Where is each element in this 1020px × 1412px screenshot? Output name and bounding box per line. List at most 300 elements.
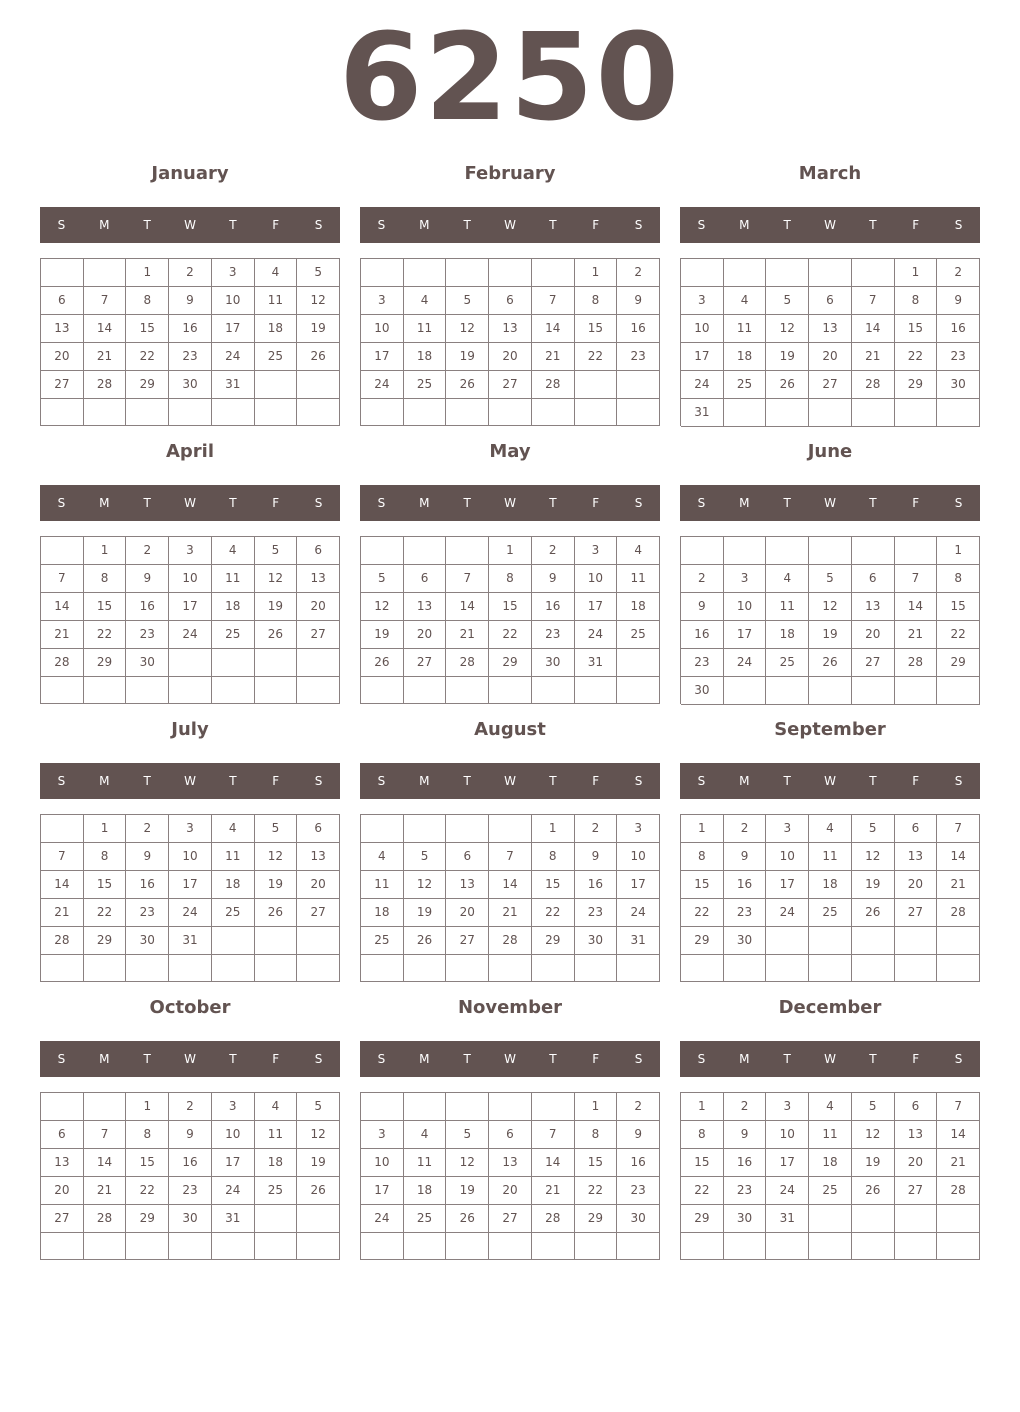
day-cell: 5	[297, 1093, 340, 1121]
day-cell: 4	[404, 1121, 447, 1149]
day-cell	[937, 1233, 980, 1260]
day-cell: 27	[895, 899, 938, 927]
weekday-label: S	[57, 218, 66, 232]
day-cell: 17	[617, 871, 660, 899]
day-cell: 1	[84, 537, 127, 565]
day-cell: 22	[489, 621, 532, 649]
day-cell: 30	[724, 927, 767, 955]
day-cell: 3	[575, 537, 618, 565]
day-cell: 8	[532, 843, 575, 871]
day-cell: 28	[41, 649, 84, 677]
day-cell: 2	[937, 259, 980, 287]
day-cell: 27	[41, 371, 84, 399]
day-cell: 6	[852, 565, 895, 593]
day-cell	[852, 537, 895, 565]
day-cell: 10	[766, 843, 809, 871]
weekday-label: M	[739, 218, 750, 232]
day-cell: 18	[404, 343, 447, 371]
day-cell	[41, 1093, 84, 1121]
day-cell	[297, 371, 340, 399]
day-cell	[446, 1233, 489, 1260]
weekday-label: T	[463, 496, 471, 510]
day-cell: 10	[617, 843, 660, 871]
day-cell	[681, 955, 724, 982]
day-cell: 18	[361, 899, 404, 927]
day-cell: 29	[575, 1205, 618, 1233]
weekday-label: T	[229, 774, 237, 788]
day-cell: 16	[937, 315, 980, 343]
weekday-label: W	[824, 774, 836, 788]
day-cell: 21	[937, 1149, 980, 1177]
weekday-label: T	[463, 1052, 471, 1066]
day-cell: 24	[212, 343, 255, 371]
day-cell: 14	[41, 593, 84, 621]
day-cell: 4	[617, 537, 660, 565]
day-cell	[766, 399, 809, 427]
day-cell	[532, 955, 575, 982]
day-cell	[126, 1233, 169, 1260]
weekday-label: T	[549, 496, 557, 510]
day-cell: 20	[809, 343, 852, 371]
day-cell: 5	[404, 843, 447, 871]
day-cell: 15	[681, 1149, 724, 1177]
day-cell	[852, 399, 895, 427]
weekday-label: S	[634, 774, 643, 788]
day-cell: 19	[361, 621, 404, 649]
day-grid	[360, 1092, 660, 1260]
day-cell: 30	[169, 371, 212, 399]
day-cell: 13	[489, 1149, 532, 1177]
day-cell	[489, 259, 532, 287]
day-cell: 5	[361, 565, 404, 593]
day-cell: 15	[489, 593, 532, 621]
day-cell: 27	[41, 1205, 84, 1233]
weekday-label: T	[869, 774, 877, 788]
day-grid	[680, 536, 980, 704]
day-cell: 13	[404, 593, 447, 621]
day-cell	[255, 649, 298, 677]
day-cell: 18	[255, 315, 298, 343]
weekday-header	[360, 1041, 660, 1077]
day-cell: 21	[446, 621, 489, 649]
day-cell: 23	[724, 899, 767, 927]
day-cell: 2	[724, 1093, 767, 1121]
day-cell: 5	[852, 815, 895, 843]
day-cell: 6	[895, 815, 938, 843]
weekday-label: T	[869, 218, 877, 232]
day-cell: 21	[895, 621, 938, 649]
day-cell: 2	[617, 259, 660, 287]
day-cell: 30	[126, 927, 169, 955]
day-cell: 7	[41, 843, 84, 871]
day-cell	[255, 677, 298, 704]
day-cell	[681, 259, 724, 287]
day-cell	[41, 537, 84, 565]
day-cell: 29	[126, 1205, 169, 1233]
day-cell: 4	[724, 287, 767, 315]
day-cell: 30	[126, 649, 169, 677]
weekday-label: T	[229, 496, 237, 510]
day-cell: 18	[809, 1149, 852, 1177]
day-cell: 12	[255, 843, 298, 871]
day-cell: 26	[404, 927, 447, 955]
day-cell: 18	[766, 621, 809, 649]
day-grid	[680, 258, 980, 426]
day-cell: 9	[169, 287, 212, 315]
day-cell: 26	[297, 1177, 340, 1205]
day-cell: 27	[404, 649, 447, 677]
day-cell: 1	[575, 259, 618, 287]
day-cell: 3	[169, 815, 212, 843]
weekday-label: F	[592, 1052, 600, 1066]
day-cell	[361, 815, 404, 843]
day-cell: 29	[126, 371, 169, 399]
day-cell	[681, 537, 724, 565]
day-cell	[617, 955, 660, 982]
day-cell: 15	[575, 315, 618, 343]
day-cell: 20	[489, 343, 532, 371]
day-cell: 16	[126, 871, 169, 899]
month-name: July	[171, 719, 209, 740]
day-cell: 24	[575, 621, 618, 649]
day-cell	[404, 815, 447, 843]
day-cell	[937, 399, 980, 427]
day-cell	[84, 677, 127, 704]
day-cell: 4	[361, 843, 404, 871]
day-cell: 22	[575, 1177, 618, 1205]
day-cell: 23	[169, 343, 212, 371]
day-cell: 6	[297, 537, 340, 565]
day-cell: 25	[617, 621, 660, 649]
weekday-label: F	[272, 774, 280, 788]
day-cell: 1	[532, 815, 575, 843]
day-cell: 21	[532, 343, 575, 371]
weekday-label: S	[634, 218, 643, 232]
day-cell: 26	[766, 371, 809, 399]
day-cell	[575, 1233, 618, 1260]
day-cell	[852, 955, 895, 982]
day-cell: 20	[489, 1177, 532, 1205]
weekday-label: S	[57, 496, 66, 510]
day-cell	[724, 259, 767, 287]
day-cell	[126, 955, 169, 982]
day-cell	[937, 677, 980, 705]
day-cell: 26	[446, 1205, 489, 1233]
day-cell: 15	[681, 871, 724, 899]
day-cell: 26	[446, 371, 489, 399]
day-cell	[212, 649, 255, 677]
day-cell: 21	[489, 899, 532, 927]
day-cell: 31	[212, 371, 255, 399]
weekday-label: S	[57, 1052, 66, 1066]
day-cell: 30	[617, 1205, 660, 1233]
day-cell: 13	[297, 843, 340, 871]
weekday-label: F	[272, 1052, 280, 1066]
weekday-label: S	[954, 496, 963, 510]
day-cell	[404, 537, 447, 565]
day-cell: 13	[895, 843, 938, 871]
day-cell	[852, 677, 895, 705]
day-cell: 22	[681, 899, 724, 927]
day-grid	[40, 536, 340, 704]
day-cell	[724, 1233, 767, 1260]
day-cell: 17	[169, 593, 212, 621]
day-cell: 18	[212, 593, 255, 621]
day-cell: 4	[404, 287, 447, 315]
month-name: December	[778, 997, 882, 1018]
weekday-label: M	[419, 218, 430, 232]
day-cell	[575, 955, 618, 982]
day-cell: 12	[297, 287, 340, 315]
day-cell: 28	[446, 649, 489, 677]
day-cell: 25	[809, 1177, 852, 1205]
weekday-header	[680, 207, 980, 243]
day-cell	[617, 371, 660, 399]
day-cell: 11	[724, 315, 767, 343]
day-cell	[809, 537, 852, 565]
weekday-label: T	[783, 774, 791, 788]
day-cell: 1	[681, 1093, 724, 1121]
weekday-label: W	[824, 1052, 836, 1066]
day-cell: 7	[84, 1121, 127, 1149]
day-cell: 12	[852, 843, 895, 871]
day-cell: 26	[255, 899, 298, 927]
day-cell: 11	[255, 287, 298, 315]
weekday-label: W	[184, 218, 196, 232]
weekday-label: M	[99, 774, 110, 788]
day-cell	[489, 399, 532, 426]
day-cell: 28	[489, 927, 532, 955]
day-cell	[681, 1233, 724, 1260]
day-cell: 18	[809, 871, 852, 899]
weekday-label: T	[463, 218, 471, 232]
day-cell: 29	[895, 371, 938, 399]
day-cell: 9	[617, 1121, 660, 1149]
day-cell: 12	[766, 315, 809, 343]
day-cell: 14	[532, 1149, 575, 1177]
day-cell: 21	[532, 1177, 575, 1205]
day-cell: 16	[169, 315, 212, 343]
day-cell: 4	[255, 1093, 298, 1121]
day-cell: 10	[361, 1149, 404, 1177]
month-name: February	[464, 163, 556, 184]
day-cell: 8	[681, 843, 724, 871]
day-cell: 8	[575, 1121, 618, 1149]
weekday-label: W	[504, 1052, 516, 1066]
day-cell	[404, 1093, 447, 1121]
day-cell: 19	[852, 871, 895, 899]
day-cell: 5	[446, 287, 489, 315]
weekday-label: F	[272, 496, 280, 510]
day-cell: 11	[404, 1149, 447, 1177]
day-cell: 14	[532, 315, 575, 343]
day-cell: 9	[724, 843, 767, 871]
day-cell: 19	[809, 621, 852, 649]
day-cell: 23	[937, 343, 980, 371]
day-cell: 31	[212, 1205, 255, 1233]
day-cell: 23	[126, 899, 169, 927]
day-cell	[617, 1233, 660, 1260]
day-cell	[255, 399, 298, 426]
day-cell: 12	[446, 315, 489, 343]
weekday-label: F	[912, 774, 920, 788]
day-cell	[361, 1093, 404, 1121]
day-cell	[489, 815, 532, 843]
day-cell: 2	[126, 537, 169, 565]
weekday-header	[680, 763, 980, 799]
day-cell: 3	[361, 287, 404, 315]
day-cell: 3	[212, 259, 255, 287]
day-cell: 15	[84, 593, 127, 621]
day-cell	[297, 1233, 340, 1260]
day-cell	[404, 259, 447, 287]
day-cell	[489, 1233, 532, 1260]
day-cell: 30	[681, 677, 724, 705]
day-cell: 31	[766, 1205, 809, 1233]
weekday-label: M	[739, 496, 750, 510]
day-cell: 3	[766, 1093, 809, 1121]
day-cell: 9	[575, 843, 618, 871]
day-cell: 11	[404, 315, 447, 343]
day-cell: 17	[575, 593, 618, 621]
day-cell: 15	[575, 1149, 618, 1177]
day-cell: 28	[937, 1177, 980, 1205]
day-cell: 4	[766, 565, 809, 593]
day-cell	[212, 399, 255, 426]
day-cell	[852, 1205, 895, 1233]
day-cell	[532, 259, 575, 287]
day-cell: 26	[852, 899, 895, 927]
day-cell: 3	[169, 537, 212, 565]
day-cell: 7	[852, 287, 895, 315]
day-cell: 8	[895, 287, 938, 315]
day-cell: 10	[169, 843, 212, 871]
year-title: 6250	[339, 9, 681, 148]
day-cell: 6	[895, 1093, 938, 1121]
day-cell: 27	[297, 899, 340, 927]
day-cell: 27	[297, 621, 340, 649]
day-cell: 21	[41, 899, 84, 927]
day-cell: 19	[446, 343, 489, 371]
day-cell: 2	[724, 815, 767, 843]
day-cell: 25	[404, 1205, 447, 1233]
day-cell: 23	[724, 1177, 767, 1205]
day-cell: 16	[681, 621, 724, 649]
day-cell: 18	[724, 343, 767, 371]
day-cell: 25	[212, 621, 255, 649]
day-cell: 11	[809, 843, 852, 871]
day-cell	[895, 677, 938, 705]
day-cell: 24	[361, 1205, 404, 1233]
day-cell: 12	[852, 1121, 895, 1149]
weekday-label: T	[783, 496, 791, 510]
day-cell: 8	[84, 565, 127, 593]
day-cell: 17	[681, 343, 724, 371]
weekday-label: M	[419, 1052, 430, 1066]
day-cell	[84, 1093, 127, 1121]
day-cell: 21	[84, 343, 127, 371]
day-cell: 20	[895, 871, 938, 899]
weekday-label: S	[954, 774, 963, 788]
day-cell: 12	[255, 565, 298, 593]
day-cell	[169, 399, 212, 426]
day-cell	[575, 677, 618, 704]
weekday-label: F	[592, 496, 600, 510]
day-cell	[617, 649, 660, 677]
day-cell: 9	[937, 287, 980, 315]
day-cell: 4	[809, 815, 852, 843]
day-cell: 5	[809, 565, 852, 593]
day-cell: 16	[575, 871, 618, 899]
day-cell	[489, 955, 532, 982]
weekday-label: S	[314, 496, 323, 510]
day-cell: 8	[489, 565, 532, 593]
weekday-label: S	[377, 1052, 386, 1066]
day-cell: 13	[895, 1121, 938, 1149]
day-cell	[446, 537, 489, 565]
day-cell: 27	[446, 927, 489, 955]
day-cell: 25	[809, 899, 852, 927]
weekday-label: T	[549, 774, 557, 788]
day-cell: 20	[446, 899, 489, 927]
day-cell	[212, 1233, 255, 1260]
day-cell	[41, 955, 84, 982]
weekday-label: S	[314, 218, 323, 232]
day-cell	[617, 399, 660, 426]
day-cell: 11	[809, 1121, 852, 1149]
day-cell: 11	[361, 871, 404, 899]
day-cell	[895, 1233, 938, 1260]
day-cell: 23	[532, 621, 575, 649]
weekday-label: W	[184, 496, 196, 510]
day-cell: 9	[126, 565, 169, 593]
day-cell: 9	[169, 1121, 212, 1149]
weekday-label: T	[869, 496, 877, 510]
day-cell	[169, 649, 212, 677]
day-cell: 24	[724, 649, 767, 677]
day-cell: 13	[41, 1149, 84, 1177]
day-cell: 30	[575, 927, 618, 955]
day-cell	[809, 677, 852, 705]
day-cell: 28	[532, 371, 575, 399]
day-cell	[446, 259, 489, 287]
day-cell: 25	[255, 343, 298, 371]
day-cell: 7	[84, 287, 127, 315]
weekday-header	[360, 485, 660, 521]
day-cell: 12	[446, 1149, 489, 1177]
day-cell: 29	[532, 927, 575, 955]
day-cell: 24	[212, 1177, 255, 1205]
day-cell: 22	[681, 1177, 724, 1205]
day-cell: 19	[446, 1177, 489, 1205]
day-cell: 28	[532, 1205, 575, 1233]
day-cell: 24	[766, 899, 809, 927]
weekday-label: W	[824, 218, 836, 232]
day-cell	[361, 1233, 404, 1260]
day-cell: 3	[766, 815, 809, 843]
day-cell: 3	[361, 1121, 404, 1149]
day-cell: 14	[937, 843, 980, 871]
day-cell: 24	[169, 899, 212, 927]
day-cell: 17	[361, 1177, 404, 1205]
weekday-label: T	[143, 218, 151, 232]
day-cell	[489, 677, 532, 704]
day-cell: 1	[84, 815, 127, 843]
day-cell	[126, 677, 169, 704]
day-cell: 13	[297, 565, 340, 593]
weekday-label: S	[697, 1052, 706, 1066]
day-cell: 11	[255, 1121, 298, 1149]
